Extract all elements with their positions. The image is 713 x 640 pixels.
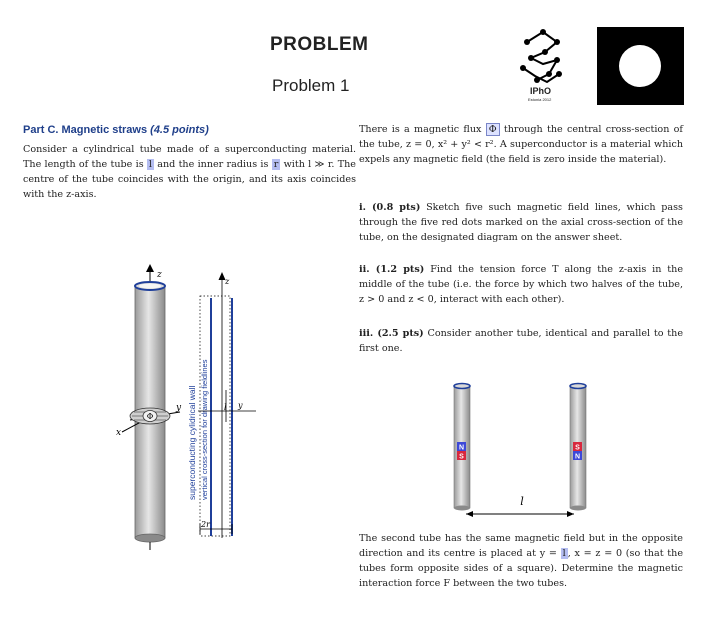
estonia-logo (597, 27, 684, 105)
cross-section-figure (178, 270, 258, 545)
x-label: x (116, 428, 122, 438)
part-title (23, 124, 209, 136)
tube-2 (570, 384, 586, 511)
question-i (359, 200, 683, 245)
flux-paragraph (359, 122, 683, 167)
wall-label: superconducting cylidrical wall (187, 385, 197, 500)
intro-text-3: with l ≫ r. The centre of the tube coincides with the origin, and its axis coincides with the z-axis. (23, 159, 356, 200)
section-label: vertical cross-section for drawing fieldlines (200, 359, 209, 500)
highlight-r: r (273, 159, 279, 170)
tube-opening (139, 284, 161, 289)
question-iii-text: Consider another tube, identical and parallel to the first one. (359, 328, 684, 354)
intro-text-1: Consider a cylindrical tube made of a superconducting material. The length of the tube is (23, 144, 356, 170)
tube-1 (454, 384, 470, 511)
bottom-text-1: The second tube has the same magnetic field but in the opposite direction and its centre is placed at y = (359, 533, 683, 559)
two-tubes-figure (430, 376, 620, 524)
question-ii-label: ii. (1.2 pts) (359, 264, 425, 275)
two-r-label: 2r (201, 520, 210, 529)
ipho-label: IPhO (530, 86, 552, 96)
intro-paragraph (23, 142, 356, 202)
highlight-phi: Φ (486, 123, 500, 136)
ipho-edition: Estonia 2012 (528, 97, 552, 102)
question-iii-label: iii. (2.5 pts) (359, 328, 424, 339)
circle-icon (619, 45, 661, 87)
question-ii-text: Find the tension force T along the z-axis in the middle of the tube (i.e. the force by which two halves of the tube, z > 0 and z < 0, interact with each other). (359, 264, 683, 305)
z-label-section: z (225, 277, 230, 286)
question-i-label: i. (0.8 pts) (359, 202, 421, 213)
highlight-l-bottom: l (562, 548, 566, 559)
bottom-text-2: , x = z = 0 (so that the tubes form opposite sides of a square). Determine the magnetic interaction force F between the two tubes. (359, 548, 683, 589)
problem-number: Problem 1 (272, 76, 350, 95)
magnet-1-top-label: N (458, 444, 465, 452)
y-label-section: y (238, 401, 243, 410)
z-arrow-icon (146, 264, 154, 272)
magnet-1-bottom-label: S (459, 453, 464, 461)
question-iii (359, 326, 683, 356)
flux-symbol: Φ (146, 412, 154, 421)
arrow-right-icon (567, 511, 574, 517)
arrow-left-icon (466, 511, 473, 517)
page-title: PROBLEM (270, 34, 369, 55)
tube-bottom (135, 534, 165, 542)
flux-text-1: There is a magnetic flux (359, 124, 482, 135)
question-ii (359, 262, 683, 307)
distance-label: l (520, 495, 524, 508)
y-label-left: y (176, 403, 182, 413)
question-i-text: Sketch five such magnetic field lines, which pass through the five red dots marked on the axial cross-section of the tube, on the designated diagram on the answer sheet. (359, 202, 683, 243)
flux-text-2: through the central cross-section of the tube, z = 0, x² + y² < r². A superconductor is a material which expels any magnetic field (the field is zero inside the material). (359, 124, 683, 165)
l-label-section: l (224, 403, 227, 412)
z-label-left: z (157, 270, 162, 280)
part-points: (4.5 points) (150, 124, 209, 136)
magnet-2-top-label: S (575, 444, 580, 452)
intro-text-2: and the inner radius is (157, 159, 269, 170)
second-tube-paragraph (359, 531, 683, 591)
magnet-2-bottom-label: N (574, 453, 581, 461)
part-title-text: Part C. Magnetic straws (23, 124, 148, 136)
highlight-l: l (148, 159, 152, 170)
